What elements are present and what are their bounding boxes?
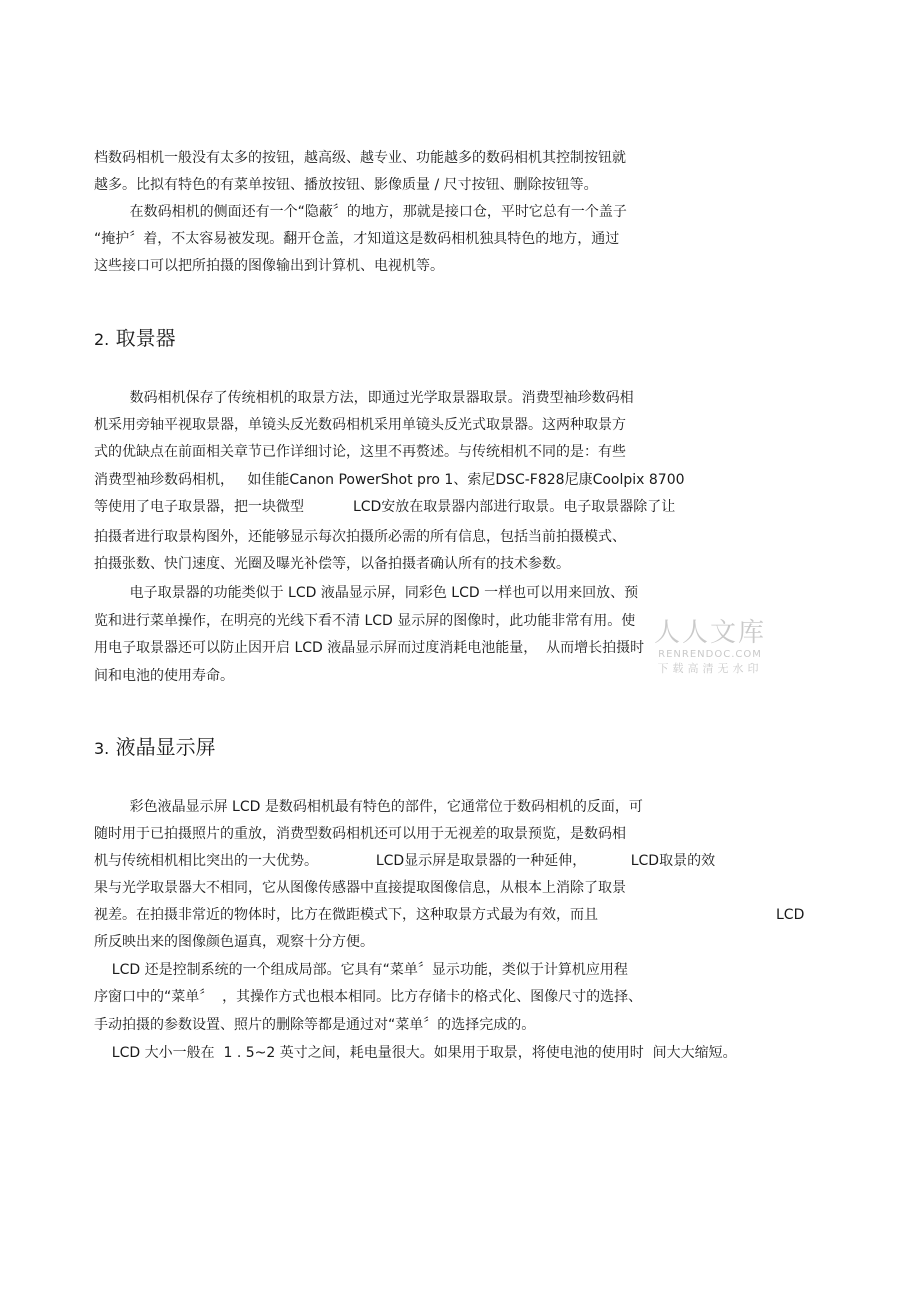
section-3-line-5: 视差。在拍摄非常近的物体时，比方在微距模式下，这种取景方式最为有效，而且: [94, 907, 598, 923]
section-3-line-10: LCD 大小一般在 1 . 5~2 英寸之间，耗电量很大。如果用于取景，将使电池的使用时 间大大缩短。: [94, 1045, 737, 1061]
section-2-line-8: 电子取景器的功能类似于 LCD 液晶显示屏，同彩色 LCD 一样也可以用来回放、预: [94, 585, 639, 601]
watermark-url: RENRENDOC.COM: [658, 649, 762, 660]
section-3-title: 液晶显示屏: [115, 735, 216, 759]
intro-line-5: 这些接口可以把所拍摄的图像输出到计算机、电视机等。: [94, 258, 444, 274]
intro-line-2: 越多。比拟有特色的有菜单按钮、播放按钮、影像质量 / 尺寸按钮、删除按钮等。: [94, 177, 598, 193]
section-2-line-1: 数码相机保存了传统相机的取景方法，即通过光学取景器取景。消费型袖珍数码相: [94, 390, 634, 406]
section-3-line-1: 彩色液晶显示屏 LCD 是数码相机最有特色的部件，它通常位于数码相机的反面，可: [94, 799, 643, 815]
section-2-line-7: 拍摄张数、快门速度、光圈及曝光补偿等，以备拍摄者确认所有的技术参数。: [94, 556, 570, 572]
section-3-line-3: 机与传统相机相比突出的一大优势。 LCD显示屏是取景器的一种延伸， LCD取景的效: [94, 853, 716, 869]
section-2-number: 2.: [94, 330, 110, 349]
section-3-line-6: 所反映出来的图像颜色逼真，观察十分方便。: [94, 934, 374, 950]
section-3-line-4: 果与光学取景器大不相同，它从图像传感器中直接提取图像信息，从根本上消除了取景: [94, 880, 626, 896]
section-3-trailing-lcd: LCD: [776, 907, 805, 923]
section-2-title: 取景器: [115, 326, 176, 350]
section-3-line-2: 随时用于已拍摄照片的重放，消费型数码相机还可以用于无视差的取景预览，是数码相: [94, 826, 626, 842]
section-3-line-7: LCD 还是控制系统的一个组成局部。它具有“菜单〞显示功能，类似于计算机应用程: [94, 962, 628, 978]
section-2-line-2: 机采用旁轴平视取景器，单镜头反光数码相机采用单镜头反光式取景器。这两种取景方: [94, 417, 626, 433]
section-2-line-4: 消费型袖珍数码相机， 如佳能Canon PowerShot pro 1、索尼DSC-F828尼康Coolpix 8700: [94, 472, 685, 488]
section-2-line-11: 间和电池的使用寿命。: [94, 668, 234, 684]
intro-line-3: 在数码相机的侧面还有一个“隐蔽〞的地方，那就是接口仓，平时它总有一个盖子: [94, 204, 627, 220]
section-3-line-9: 手动拍摄的参数设置、照片的删除等都是通过对“菜单〞的选择完成的。: [94, 1017, 536, 1033]
section-2-line-10: 用电子取景器还可以防止因开启 LCD 液晶显示屏而过度消耗电池能量， 从而增长拍摄时: [94, 640, 645, 656]
intro-line-1: 档数码相机一般没有太多的按钮，越高级、越专业、功能越多的数码相机其控制按钮就: [94, 150, 626, 166]
section-2-line-6: 拍摄者进行取景构图外，还能够显示每次拍摄所必需的所有信息，包括当前拍摄模式、: [94, 529, 626, 545]
watermark: [648, 618, 772, 677]
section-2-line-3: 式的优缺点在前面相关章节已作详细讨论，这里不再赘述。与传统相机不同的是：有些: [94, 444, 626, 460]
section-3-heading: [94, 734, 216, 762]
intro-line-4: “掩护〞着，不太容易被发现。翻开仓盖，才知道这是数码相机独具特色的地方，通过: [94, 231, 620, 247]
watermark-title: 人人文库: [653, 618, 766, 648]
section-2-heading: [94, 325, 176, 353]
section-3-line-8: 序窗口中的“菜单〞 ，其操作方式也根本相同。比方存储卡的格式化、图像尺寸的选择、: [94, 989, 643, 1005]
section-2-line-5: 等使用了电子取景器，把一块微型 LCD安放在取景器内部进行取景。电子取景器除了让: [94, 499, 676, 515]
watermark-subtitle: 下载高清无水印: [657, 662, 763, 675]
section-2-line-9: 览和进行菜单操作，在明亮的光线下看不清 LCD 显示屏的图像时，此功能非常有用。使: [94, 613, 636, 629]
section-3-number: 3.: [94, 739, 110, 758]
